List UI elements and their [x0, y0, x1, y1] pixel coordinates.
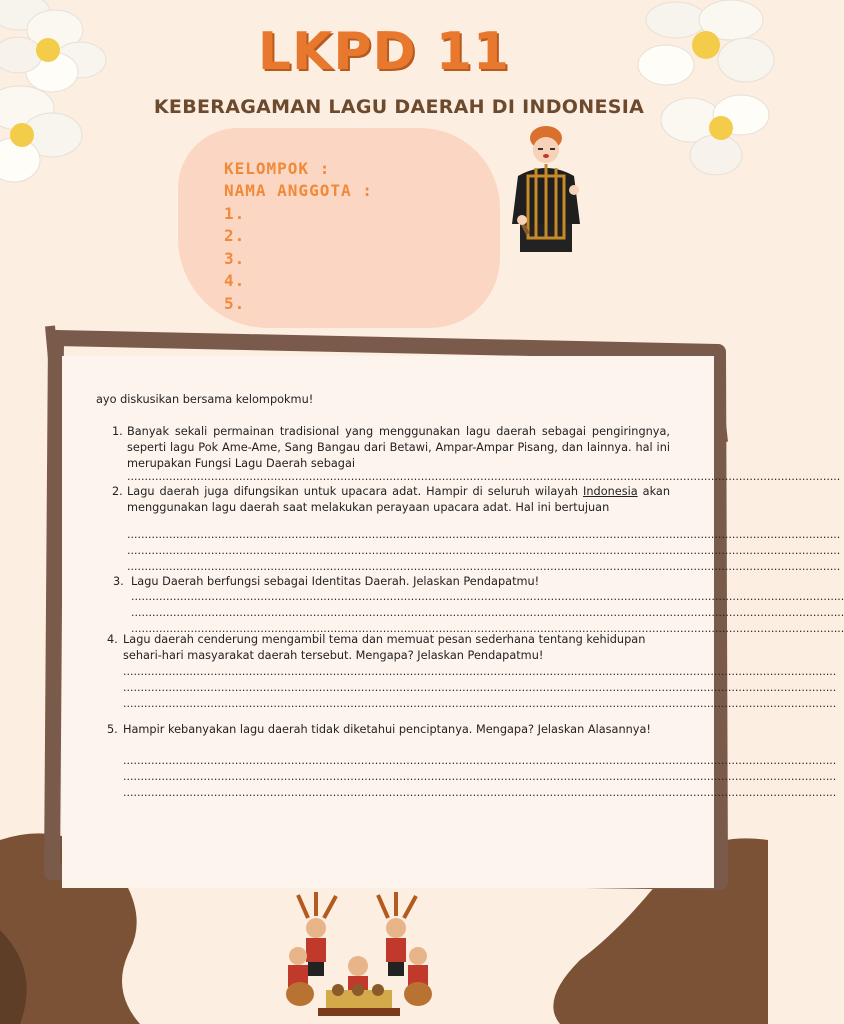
answer-line[interactable]: ............................................................................................................................................................................................................	[123, 697, 837, 710]
member-number: 2.	[224, 226, 246, 245]
question-number: 5.	[107, 723, 118, 736]
answer-line[interactable]: ............................................................................................................................................................................................................	[131, 590, 844, 603]
answer-line[interactable]: ............................................................................................................................................................................................................	[123, 770, 837, 783]
question-number: 2.	[112, 485, 123, 498]
group-info-card	[178, 128, 500, 328]
member-number: 5.	[224, 294, 246, 313]
dancers-illustration	[278, 890, 442, 1018]
member-number: 3.	[224, 249, 246, 268]
question-text: Lagu Daerah berfungsi sebagai Identitas Daerah. Jelaskan Pendapatmu!	[131, 575, 540, 588]
question-text: Banyak sekali permainan tradisional yang menggunakan lagu daerah sebagai pengiringnya, seperti lagu Pok Ame-Ame, Sang Bangau dari Betawi, Ampar-Ampar Pisang, dan lainnya. hal ini merupakan Fungsi Lagu Daerah sebagai	[127, 425, 670, 470]
page-subtitle: KEBERAGAMAN LAGU DAERAH DI INDONESIA	[153, 96, 645, 118]
question-number: 1.	[112, 425, 123, 438]
highlighted-word: Indonesia	[583, 485, 638, 498]
page-title: LKPD 11	[257, 22, 511, 82]
question-text: Lagu daerah cenderung mengambil tema dan memuat pesan sederhana tentang kehidupan sehari-hari masyarakat daerah tersebut. Mengapa? Jelaskan Pendapatmu!	[123, 633, 646, 662]
answer-line[interactable]: ............................................................................................................................................................................................................	[123, 754, 837, 767]
feather-headdress-icon	[298, 892, 416, 918]
answer-line[interactable]: ............................................................................................................................................................................................................	[123, 665, 837, 678]
answer-line[interactable]: ............................................................................................................................................................................................................	[123, 681, 837, 694]
answer-line[interactable]: ............................................................................................................................................................................................................	[127, 560, 841, 573]
answer-line[interactable]: ............................................................................................................................................................................................................	[131, 622, 844, 635]
group-label: KELOMPOK :	[224, 159, 331, 178]
member-number: 4.	[224, 271, 246, 290]
answer-line[interactable]: ............................................................................................................................................................................................................	[127, 528, 841, 541]
question-text: Hampir kebanyakan lagu daerah tidak diketahui penciptanya. Mengapa? Jelaskan Alasannya!	[123, 723, 651, 736]
question-number: 3.	[113, 575, 124, 588]
question-number: 4.	[107, 633, 118, 646]
answer-line[interactable]: ............................................................................................................................................................................................................	[127, 470, 841, 483]
question-text: Lagu daerah juga difungsikan untuk upacara adat. Hampir di seluruh wilayah Indonesia akan menggunakan lagu daerah saat melakukan perayaan upacara adat. Hal ini bertujuan	[127, 485, 670, 514]
angklung-player-illustration	[498, 124, 594, 254]
answer-line[interactable]: ............................................................................................................................................................................................................	[123, 786, 837, 799]
members-label: NAMA ANGGOTA :	[224, 181, 373, 200]
member-number: 1.	[224, 204, 246, 223]
answer-line[interactable]: ............................................................................................................................................................................................................	[131, 606, 844, 619]
worksheet-intro: ayo diskusikan bersama kelompokmu!	[96, 393, 314, 406]
answer-line[interactable]: ............................................................................................................................................................................................................	[127, 544, 841, 557]
